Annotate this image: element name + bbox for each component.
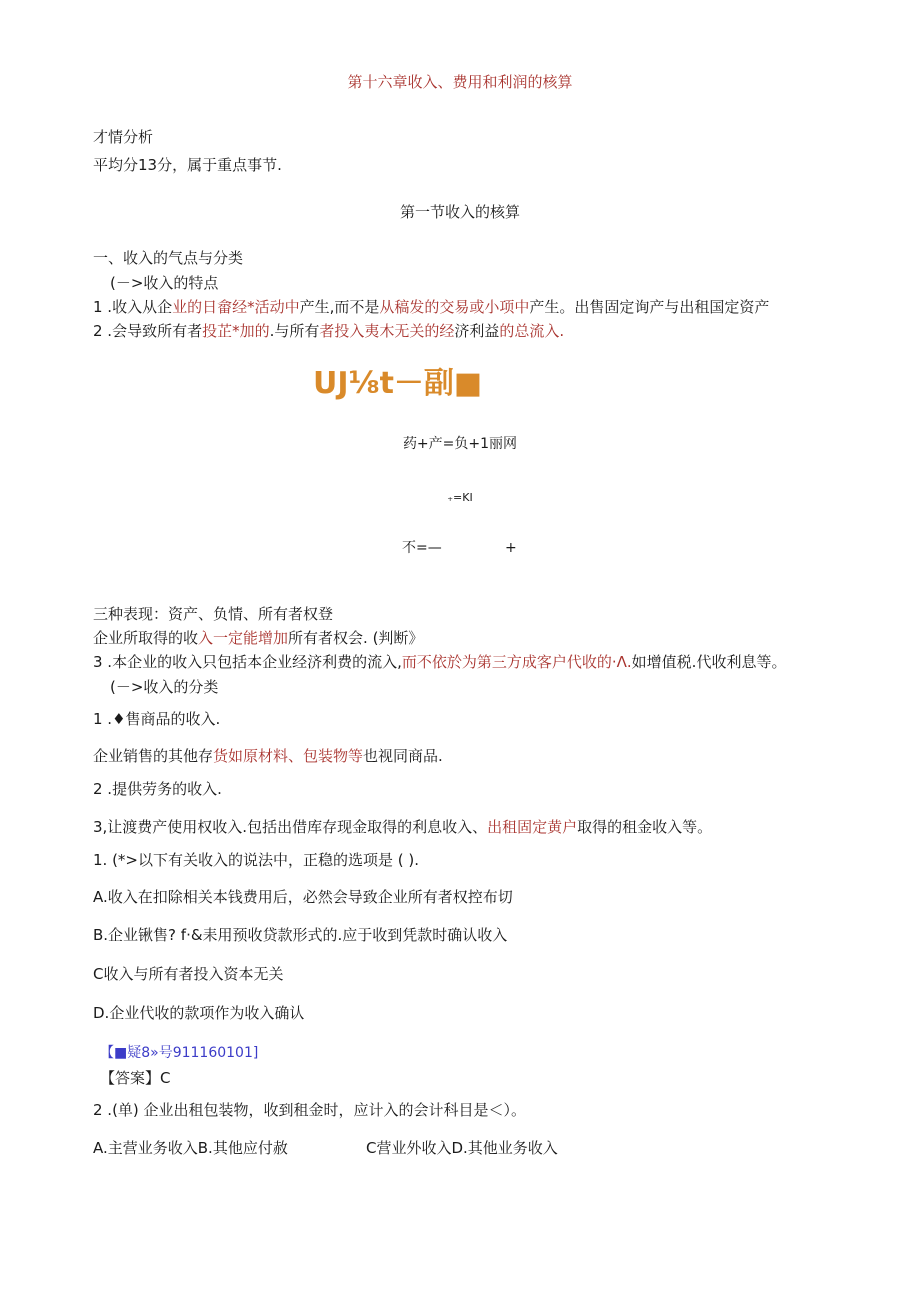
equation-2: ₊=KI [447, 491, 473, 504]
analysis-text: 平均分13分，属于重点事节. [93, 156, 282, 174]
class-1-note-part: 也视同商品. [363, 747, 443, 765]
feature-1 [93, 297, 769, 317]
question-1-option-a: A.收入在扣除相关本钱费用后，必然会导致企业所有者权控布切 [93, 888, 513, 906]
class-1-note-highlight: 货如原材料、包装物等 [213, 747, 364, 765]
question-1-answer: 【答案】C [100, 1069, 171, 1087]
feature-2-part: .与所有 [269, 322, 320, 340]
question-2-options-ab: A.主营业务收入B.其他应付赦 [93, 1139, 288, 1157]
section-title: 第一节收入的核算 [399, 203, 520, 221]
judge-statement [93, 628, 423, 648]
subheading-classification: (－>收入的分类 [110, 678, 219, 696]
figure-logo-text: UJ⅛t－副■ [313, 366, 483, 401]
feature-3-part: 如增值税.代收利息等。 [631, 653, 787, 671]
feature-2-highlight: 投芷*加的 [202, 322, 270, 340]
question-1-stem: 1. (*>以下有关收入的说法中，正稳的选项是 ( ). [93, 851, 420, 869]
feature-2-part: 济利益 [454, 322, 500, 340]
feature-2-highlight: 的总流入. [499, 322, 565, 340]
equation-1: 药+产=负+1丽网 [402, 436, 518, 452]
equation-3-left: 不=— [402, 540, 442, 556]
class-3 [93, 817, 712, 837]
class-2: 2 .提供劳务的收入. [93, 780, 222, 798]
class-1-note [93, 746, 443, 766]
feature-2-part: 2 .会导致所有者 [93, 322, 203, 340]
judge-highlight: 入一定能增加 [198, 629, 289, 647]
feature-1-part: 产生。出售固定询产与出租国定资产 [529, 298, 770, 316]
feature-1-highlight: 从稿发的交易或小项中 [379, 298, 530, 316]
chapter-title: 第十六章收入、费用和利润的核算 [347, 73, 573, 91]
feature-2 [93, 321, 564, 341]
judge-part: 企业所取得的收 [93, 629, 199, 647]
class-3-part: 3,让渡费产使用权收入.包括出借库存现金取得的利息收入、 [93, 818, 488, 836]
feature-1-part: 1 .收入从企 [93, 298, 173, 316]
question-1-option-d: D.企业代收的款项作为收入确认 [93, 1004, 305, 1022]
feature-3-highlight: 而不依於为第三方成客户代收的·Λ. [401, 653, 632, 671]
question-1-option-b: B.企业锹售? f·&耒用预收贷款形式的.应于收到凭款时确认收入 [93, 926, 508, 944]
class-1: 1 .♦售商品的收入. [93, 710, 221, 728]
analysis-heading: 才情分析 [93, 128, 154, 146]
class-3-highlight: 出租固定黄户 [487, 818, 578, 836]
question-2-stem: 2 .(单) 企业出租包装物，收到租金时，应计入的会计科目是＜）。 [93, 1101, 527, 1119]
subheading-features: (－>收入的特点 [110, 274, 219, 292]
heading-features-classification: 一、收入的气点与分类 [93, 249, 244, 267]
feature-1-part: 产生,而不是 [299, 298, 380, 316]
feature-3-part: 3 .本企业的收入只包括本企业经济利费的流入, [93, 653, 402, 671]
feature-2-highlight: 者投入夷木无关的经 [319, 322, 455, 340]
class-3-part: 取得的租金收入等。 [577, 818, 713, 836]
class-1-note-part: 企业销售的其他存 [93, 747, 214, 765]
question-1-option-c: C收入与所有者投入资本无关 [93, 965, 284, 983]
judge-part: 所有者权会. (判断》 [288, 629, 424, 647]
equation-3-right: + [505, 540, 517, 556]
three-manifestations: 三种表现：资产、负情、所有者权登 [93, 605, 334, 623]
feature-3 [93, 652, 786, 672]
feature-1-highlight: 业的日畲经*活动中 [172, 298, 300, 316]
question-1-reference: 【■疑8»号911160101] [100, 1045, 259, 1061]
question-2-options-cd: C营业外收入D.其他业务收入 [366, 1139, 558, 1157]
